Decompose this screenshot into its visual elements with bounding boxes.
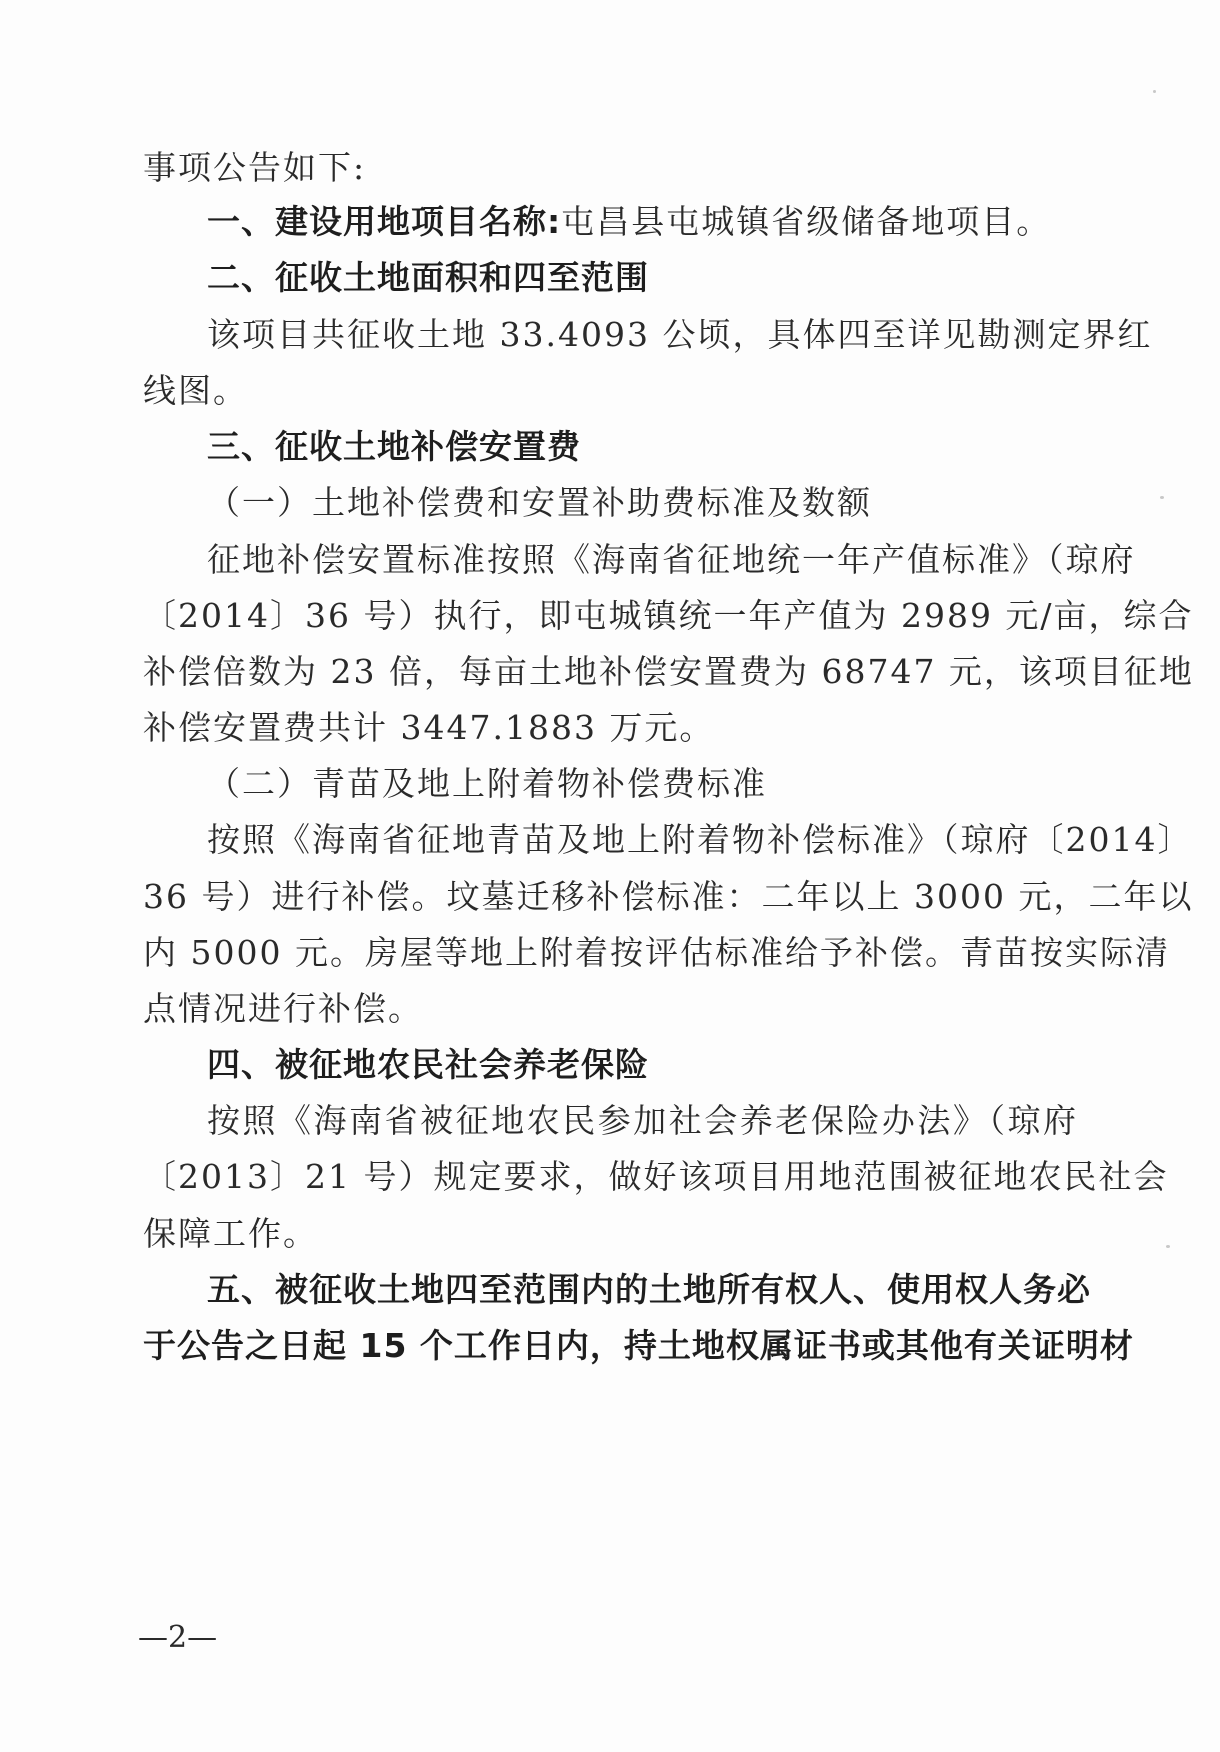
paragraph-line-crops-1: 按照《海南省征地青苗及地上附着物补偿标准》（琼府〔2014〕	[207, 820, 1193, 859]
heading-land-area: 二、征收土地面积和四至范围	[207, 258, 649, 297]
paragraph-line-intro: 事项公告如下:	[143, 148, 367, 187]
heading-owner-registration-1: 五、被征收土地四至范围内的土地所有权人、使用权人务必	[207, 1270, 1091, 1309]
paragraph-line-standard-2: 〔2014〕36 号）执行，即屯城镇统一年产值为 2989 元/亩，综合	[143, 596, 1194, 635]
scan-speck	[1160, 496, 1164, 499]
heading-pension-insurance: 四、被征地农民社会养老保险	[207, 1045, 649, 1084]
paragraph-line-area-2: 线图。	[143, 371, 248, 410]
page-number: —2—	[138, 1620, 218, 1655]
scan-speck	[1153, 90, 1156, 93]
heading-project-name	[207, 200, 1078, 244]
paragraph-line-area-1: 该项目共征收土地 33.4093 公顷，具体四至详见勘测定界红	[207, 315, 1153, 354]
paragraph-line-pension-2: 〔2013〕21 号）规定要求，做好该项目用地范围被征地农民社会	[143, 1157, 1169, 1196]
subheading-crops-standard: （二）青苗及地上附着物补偿费标准	[207, 764, 767, 803]
paragraph-line-standard-3: 补偿倍数为 23 倍，每亩土地补偿安置费为 68747 元，该项目征地	[143, 652, 1194, 691]
heading-compensation-fee: 三、征收土地补偿安置费	[207, 427, 581, 466]
paragraph-line-crops-3: 内 5000 元。房屋等地上附着按评估标准给予补偿。青苗按实际清	[143, 933, 1170, 972]
paragraph-line-pension-3: 保障工作。	[143, 1214, 318, 1253]
project-name-value: 屯昌县屯城镇省级储备地项目。	[561, 202, 1052, 241]
paragraph-line-standard-4: 补偿安置费共计 3447.1883 万元。	[143, 708, 715, 747]
heading-project-name-label: 一、建设用地项目名称:	[207, 202, 562, 241]
subheading-compensation-standard: （一）土地补偿费和安置补助费标准及数额	[207, 483, 872, 522]
paragraph-line-pension-1: 按照《海南省被征地农民参加社会养老保险办法》（琼府	[207, 1101, 1078, 1140]
heading-owner-registration-2: 于公告之日起 15 个工作日内，持土地权属证书或其他有关证明材	[143, 1326, 1134, 1365]
paragraph-line-crops-4: 点情况进行补偿。	[143, 989, 423, 1028]
paragraph-line-standard-1: 征地补偿安置标准按照《海南省征地统一年产值标准》（琼府	[207, 540, 1136, 579]
scan-speck	[1166, 1245, 1170, 1248]
paragraph-line-crops-2: 36 号）进行补偿。坟墓迁移补偿标准：二年以上 3000 元，二年以	[143, 877, 1194, 916]
